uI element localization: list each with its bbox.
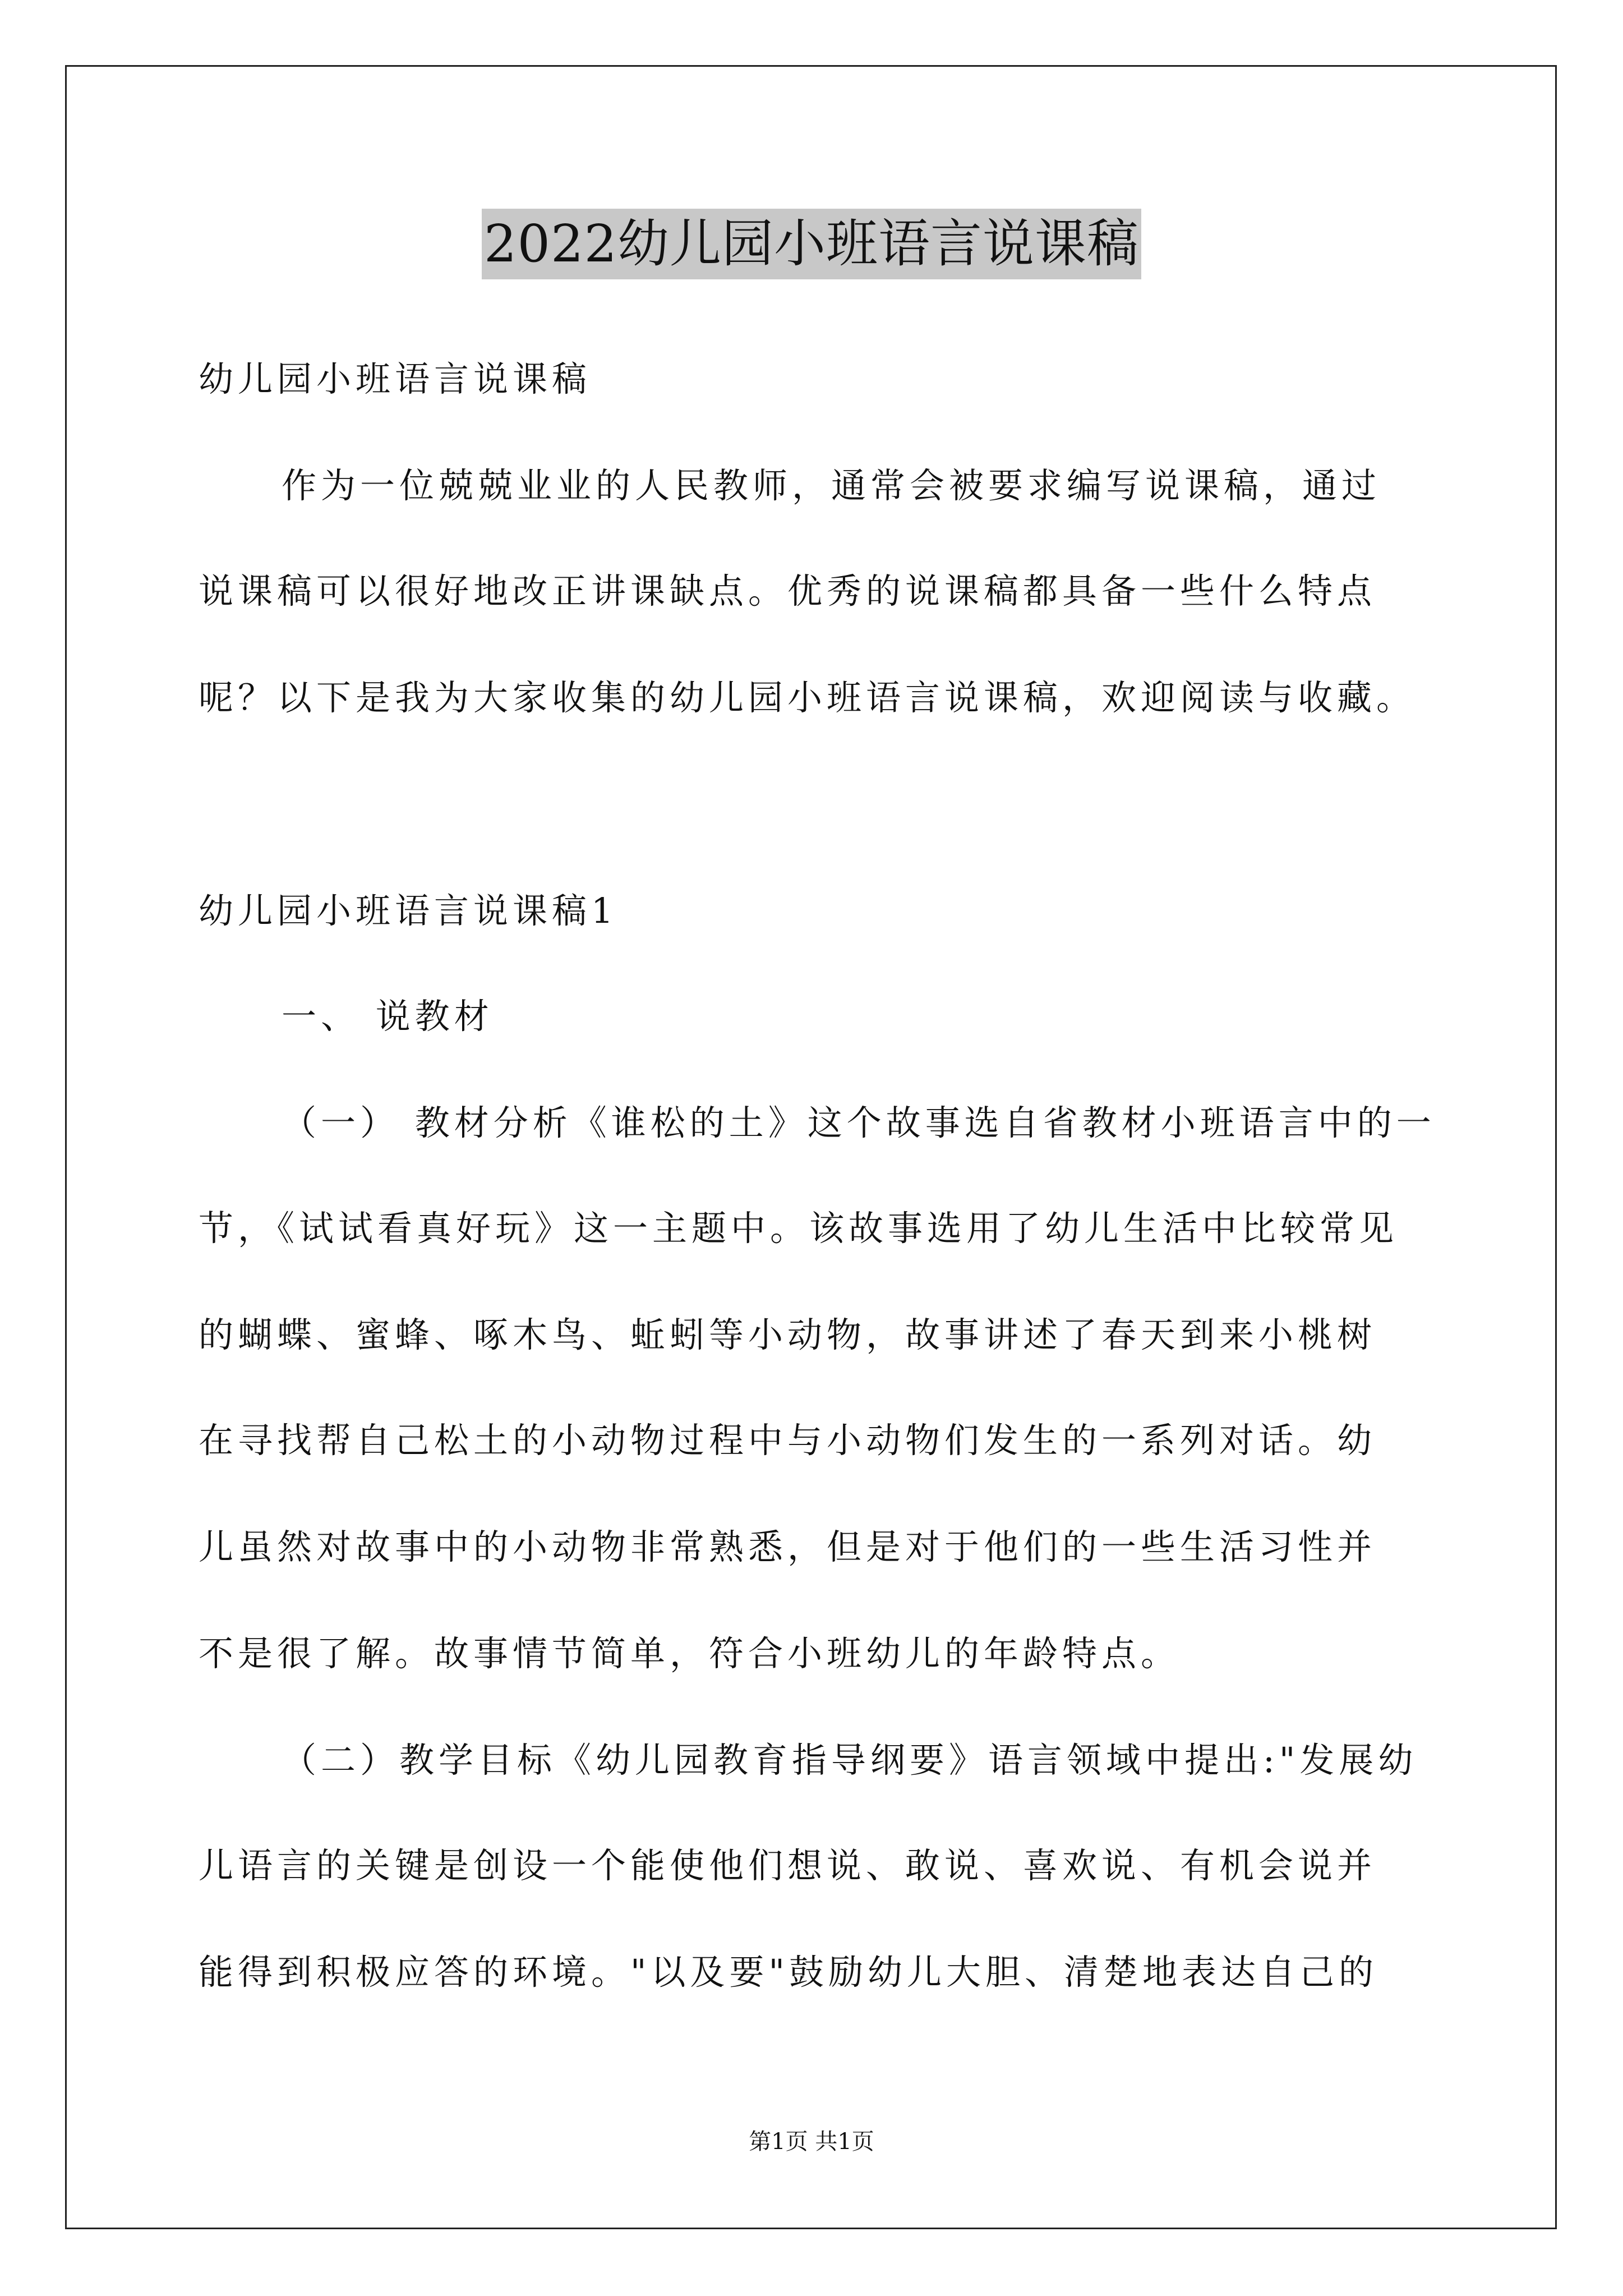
paragraph-line: （一） 教材分析《谁松的土》这个故事选自省教材小班语言中的一 [282, 1102, 1436, 1143]
paragraph-line: 在寻找帮自己松土的小动物过程中与小动物们发生的一系列对话。幼 [199, 1420, 1377, 1461]
paragraph-line: 节，《试试看真好玩》这一主题中。该故事选用了幼儿生活中比较常见 [199, 1208, 1399, 1249]
paragraph-line: （二）教学目标《幼儿园教育指导纲要》语言领域中提出:"发展幼 [282, 1740, 1418, 1780]
paragraph-line: 儿语言的关键是创设一个能使他们想说、敢说、喜欢说、有机会说并 [199, 1845, 1377, 1886]
paragraph-line: 说课稿可以很好地改正讲课缺点。优秀的说课稿都具备一些什么特点 [199, 570, 1377, 611]
section-heading: 幼儿园小班语言说课稿1 [199, 890, 618, 931]
paragraph-line: 不是很了解。故事情节简单，符合小班幼儿的年龄特点。 [199, 1633, 1181, 1674]
subsection-heading: 一、 说教材 [282, 996, 494, 1037]
section-heading: 幼儿园小班语言说课稿 [199, 358, 592, 399]
page-footer: 第1页 共1页 [749, 2129, 874, 2155]
title-container [0, 209, 1623, 279]
paragraph-line: 作为一位兢兢业业的人民教师，通常会被要求编写说课稿，通过 [282, 465, 1381, 506]
paragraph-line: 的蝴蝶、蜜蜂、啄木鸟、蚯蚓等小动物，故事讲述了春天到来小桃树 [199, 1314, 1377, 1355]
paragraph-line: 儿虽然对故事中的小动物非常熟悉，但是对于他们的一些生活习性并 [199, 1526, 1377, 1567]
document-title: 2022幼儿园小班语言说课稿 [482, 209, 1141, 279]
paragraph-line: 呢？以下是我为大家收集的幼儿园小班语言说课稿，欢迎阅读与收藏。 [199, 677, 1416, 718]
paragraph-line: 能得到积极应答的环境。"以及要"鼓励幼儿大胆、清楚地表达自己的 [199, 1952, 1378, 1993]
